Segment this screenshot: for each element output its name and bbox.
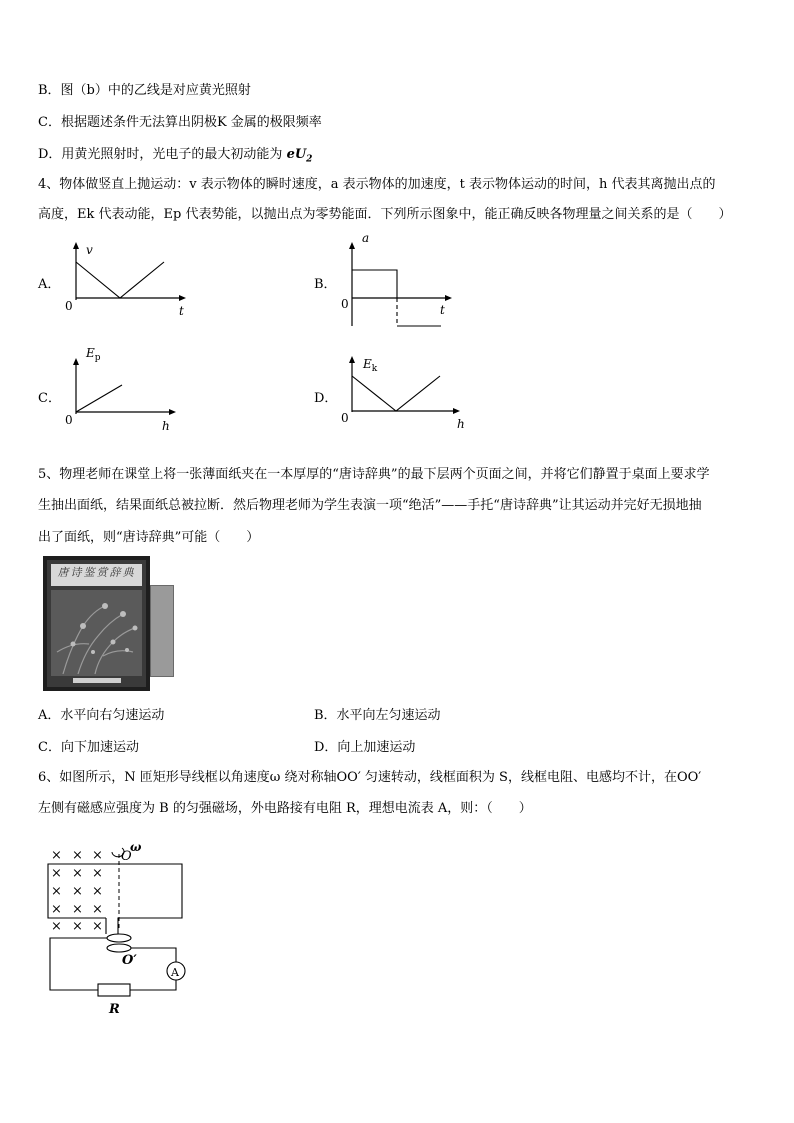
graph-b-origin: 0	[341, 297, 349, 311]
svg-text:×: ×	[51, 848, 62, 863]
graph-d-y-label: $E_k$	[363, 357, 378, 374]
graph-a-y-arrow	[73, 242, 79, 249]
slip-ring-upper	[107, 934, 131, 942]
svg-text:×: ×	[72, 884, 83, 899]
svg-text:×: ×	[51, 902, 62, 917]
svg-text:×: ×	[72, 919, 83, 934]
book-title: 唐诗鉴赏辞典	[57, 566, 136, 579]
option-d-prev	[38, 147, 312, 168]
resistor-icon	[98, 984, 130, 996]
q5-option-c: C．向下加速运动	[38, 740, 139, 755]
svg-text:×: ×	[92, 884, 103, 899]
graph-a-origin: 0	[65, 299, 73, 313]
svg-text:×: ×	[92, 919, 103, 934]
wire-right-top	[131, 948, 176, 962]
graph-c	[60, 342, 200, 437]
svg-text:×: ×	[92, 902, 103, 917]
coil-frame	[48, 864, 182, 934]
q6-line2: 左侧有磁感应强度为 B 的匀强磁场，外电路接有电阻 R，理想电流表 A，则：（ ）	[38, 801, 532, 816]
magnetic-field-marks	[51, 848, 103, 934]
svg-text:×: ×	[92, 848, 103, 863]
q4-option-a-label: A．	[38, 277, 61, 292]
circuit-diagram	[40, 838, 200, 1018]
q5-option-d: D．向上加速运动	[314, 740, 416, 755]
graph-c-origin: 0	[65, 413, 73, 427]
q5-line3: 出了面纸，则“唐诗辞典”可能（ ）	[38, 530, 260, 545]
graph-d-y-arrow	[349, 356, 355, 363]
q5-line2: 生抽出面纸，结果面纸总被拉断．然后物理老师为学生表演一项“绝活”——手托“唐诗辞典”让其运动并完好无损地抽	[38, 498, 702, 513]
graph-a-x-arrow	[179, 295, 186, 301]
graph-a-y-label: v	[86, 243, 93, 257]
graph-a-curve	[76, 262, 164, 298]
graph-c-y-label: $E_p$	[86, 346, 101, 363]
omega-label: ω	[130, 840, 142, 854]
q4-line2: 高度，Ek 代表动能，Ep 代表势能，以抛出点为零势能面．下列所示图象中，能正确反映各物理量之间关系的是（ ）	[38, 207, 732, 222]
graph-b-y-label: a	[362, 231, 370, 245]
q4-option-d-label: D．	[314, 391, 338, 406]
graph-a-x-label: t	[179, 304, 184, 318]
graph-b-x-label: t	[440, 303, 445, 317]
svg-text:×: ×	[72, 902, 83, 917]
graph-d	[336, 350, 476, 435]
resistor-label: R	[109, 1002, 120, 1017]
option-d-math: eU	[286, 147, 307, 162]
graph-c-x-arrow	[169, 409, 176, 415]
option-b-prev: B．图（b）中的乙线是对应黄光照射	[38, 83, 251, 98]
graph-b-x-arrow	[445, 295, 452, 301]
slip-ring-lower	[107, 944, 131, 952]
graph-d-x-arrow	[453, 408, 460, 414]
wire-right-bottom	[130, 980, 176, 990]
q5-line1: 5、物理老师在课堂上将一张薄面纸夹在一本厚厚的“唐诗辞典”的最下层两个页面之间，并将它们静置于桌面上要求学	[38, 467, 710, 482]
q5-option-a: A．水平向右匀速运动	[38, 708, 165, 723]
graph-b	[336, 230, 466, 330]
axis-top-label: O	[121, 849, 132, 864]
q4-option-c-label: C．	[38, 391, 61, 406]
option-d-sub: 2	[306, 154, 313, 165]
q6-line1: 6、如图所示，N 匝矩形导线框以角速度ω 绕对称轴OO′ 匀速转动，线框面积为 S，线框电阻、电感均不计，在OO′	[38, 770, 702, 785]
svg-text:×: ×	[92, 866, 103, 881]
graph-d-curve	[352, 376, 440, 411]
graph-c-curve	[76, 385, 122, 412]
option-d-text: D．用黄光照射时，光电子的最大初动能为	[38, 147, 287, 162]
graph-c-x-label: h	[162, 419, 170, 433]
wire-left	[50, 938, 107, 990]
svg-text:×: ×	[72, 848, 83, 863]
graph-b-y-arrow	[349, 242, 355, 249]
graph-d-origin: 0	[341, 411, 349, 425]
graph-b-upper-segment	[352, 270, 397, 298]
svg-text:×: ×	[72, 866, 83, 881]
graph-d-x-label: h	[457, 417, 465, 431]
option-c-prev: C．根据题述条件无法算出阴极K 金属的极限频率	[38, 115, 322, 130]
axis-bottom-label: O′	[122, 953, 137, 968]
q5-option-b: B．水平向左匀速运动	[314, 708, 441, 723]
graph-a	[60, 240, 200, 320]
tissue-paper	[150, 585, 174, 677]
svg-text:×: ×	[51, 866, 62, 881]
svg-text:×: ×	[51, 884, 62, 899]
graph-c-y-arrow	[73, 358, 79, 365]
q4-option-b-label: B．	[314, 277, 337, 292]
ammeter-label: A	[171, 966, 179, 979]
svg-text:×: ×	[51, 919, 62, 934]
q4-line1: 4、物体做竖直上抛运动：v 表示物体的瞬时速度，a 表示物体的加速度，t 表示物体运动的时间，h 代表其离抛出点的	[38, 177, 716, 192]
